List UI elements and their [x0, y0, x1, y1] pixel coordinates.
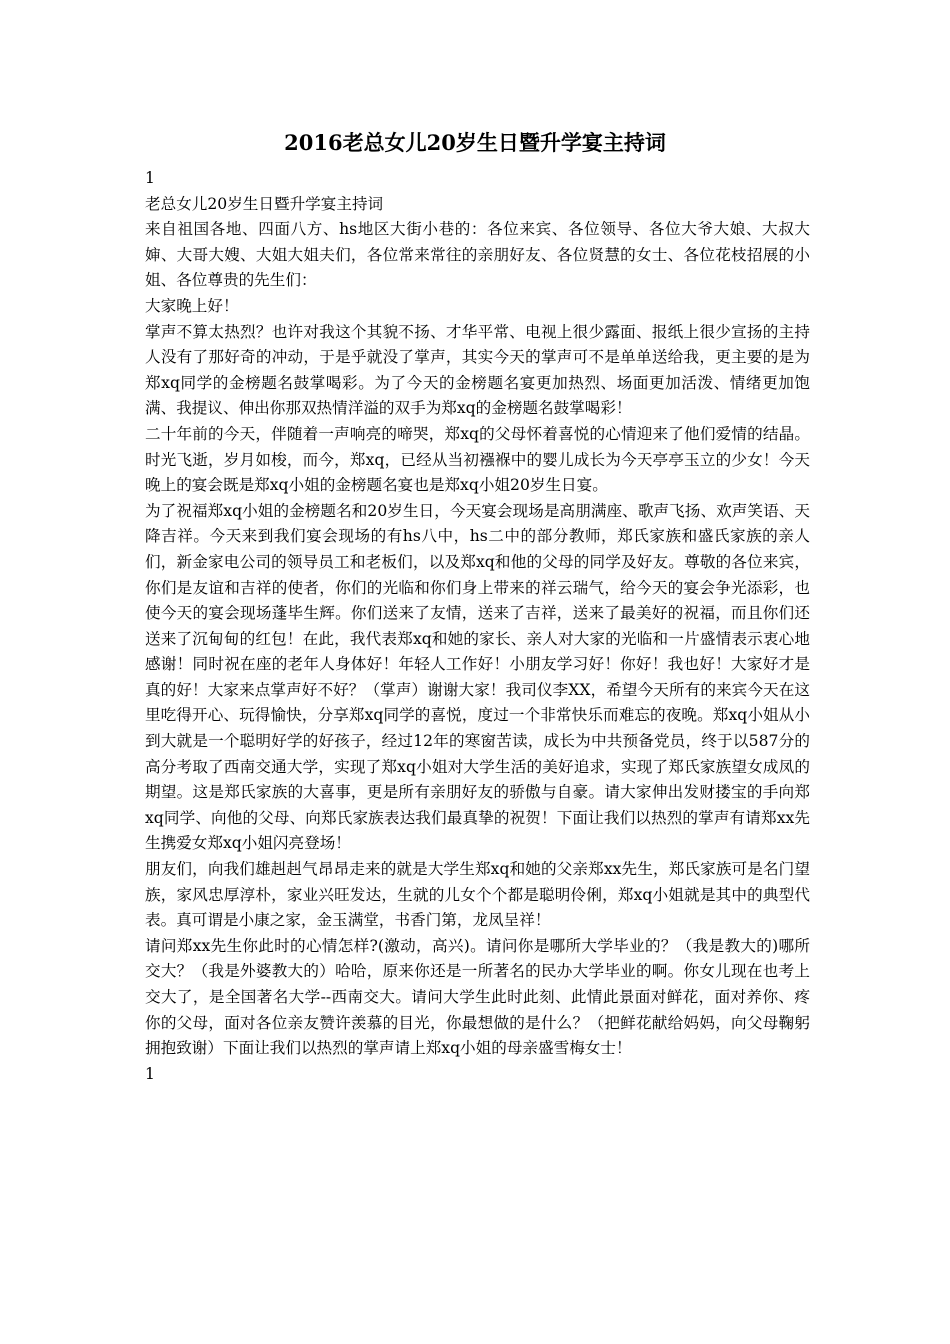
document-body [145, 166, 810, 1087]
page-marker-bottom: 1 [145, 1064, 155, 1083]
document-title: 2016老总女儿20岁生日暨升学宴主持词 [284, 130, 666, 155]
paragraph-greeting: 来自祖国各地、四面八方、hs地区大街小巷的：各位来宾、各位领导、各位大爷大娘、大叔大婶、大哥大嫂、大姐大姐夫们，各位常来常往的亲朋好友、各位贤慧的女士、各位花枝招展的小姐、各位尊贵的先生们： [145, 220, 810, 290]
document-subtitle: 老总女儿20岁生日暨升学宴主持词 [145, 194, 384, 213]
paragraph-good-evening: 大家晚上好！ [145, 296, 239, 315]
paragraph-twenty-years: 二十年前的今天，伴随着一声响亮的啼哭，郑xq的父母怀着喜悦的心情迎来了他们爱情的结晶。时光飞逝，岁月如梭，而今，郑xq，已经从当初襁褓中的婴儿成长为今天亭亭玉立的少女！今天晚上的宴会既是郑xq小姐的金榜题名宴也是郑xq小姐20岁生日宴。 [145, 424, 810, 495]
paragraph-friends: 朋友们，向我们雄赳赳气昂昂走来的就是大学生郑xq和她的父亲郑xx先生，郑氏家族可是名门望族，家风忠厚淳朴，家业兴旺发达，生就的儿女个个都是聪明伶俐，郑xq小姐就是其中的典型代表。真可谓是小康之家，金玉满堂，书香门第，龙凤呈祥！ [145, 860, 810, 930]
paragraph-blessing: 为了祝福郑xq小姐的金榜题名和20岁生日，今天宴会现场是高朋满座、歌声飞扬、欢声笑语、天降吉祥。今天来到我们宴会现场的有hs八中，hs二中的部分教师，郑氏家族和盛氏家族的亲人们，新金家电公司的领导员工和老板们，以及郑xq和他的父母的同学及好友。尊敬的各位来宾，你们是友谊和吉祥的使者，你们的光临和你们身上带来的祥云瑞气，给今天的宴会争光添彩，也使今天的宴会现场蓬毕生辉。你们送来了友情，送来了吉祥，送来了最美好的祝福，而且你们还送来了沉甸甸的红包！在此，我代表郑xq和她的家长、亲人对大家的光临和一片盛情表示衷心地感谢！同时祝在座的老年人身体好！年轻人工作好！小朋友学习好！你好！我也好！大家好才是真的好！大家来点掌声好不好？（掌声）谢谢大家！我司仪李XX，希望今天所有的来宾今天在这里吃得开心、玩得愉快，分享郑xq同学的喜悦，度过一个非常快乐而难忘的夜晚。郑xq小姐从小到大就是一个聪明好学的好孩子，经过12年的寒窗苦读，成长为中共预备党员，终于以587分的高分考取了西南交通大学，实现了郑xq小姐对大学生活的美好追求，实现了郑氏家族望女成凤的期望。这是郑氏家族的大喜事，更是所有亲朋好友的骄傲与自豪。请大家伸出发财搂宝的手向郑xq同学、向他的父母、向郑氏家族表达我们最真挚的祝贺！下面让我们以热烈的掌声有请郑xx先生携爱女郑xq小姐闪亮登场！ [145, 501, 810, 853]
paragraph-interview: 请问郑xx先生你此时的心情怎样?(激动，高兴)。请问你是哪所大学毕业的？（我是教大的)哪所交大？（我是外婆教大的）哈哈，原来你还是一所著名的民办大学毕业的啊。你女儿现在也考上交大了，是全国著名大学--西南交大。请问大学生此时此刻、此情此景面对鲜花，面对养你、疼你的父母，面对各位亲友赞许羡慕的目光，你最想做的是什么？（把鲜花献给妈妈，向父母鞠躬拥抱致谢）下面让我们以热烈的掌声请上郑xq小姐的母亲盛雪梅女士！ [145, 936, 810, 1058]
paragraph-applause: 掌声不算太热烈？也许对我这个其貌不扬、才华平常、电视上很少露面、报纸上很少宣扬的主持人没有了那好奇的冲动，于是乎就没了掌声，其实今天的掌声可不是单单送给我，更主要的是为郑xq同学的金榜题名鼓掌喝彩。为了今天的金榜题名宴更加热烈、场面更加活泼、情绪更加饱满、我提议、伸出你那双热情洋溢的双手为郑xq的金榜题名鼓掌喝彩！ [145, 322, 810, 418]
page-marker-top: 1 [145, 169, 155, 187]
